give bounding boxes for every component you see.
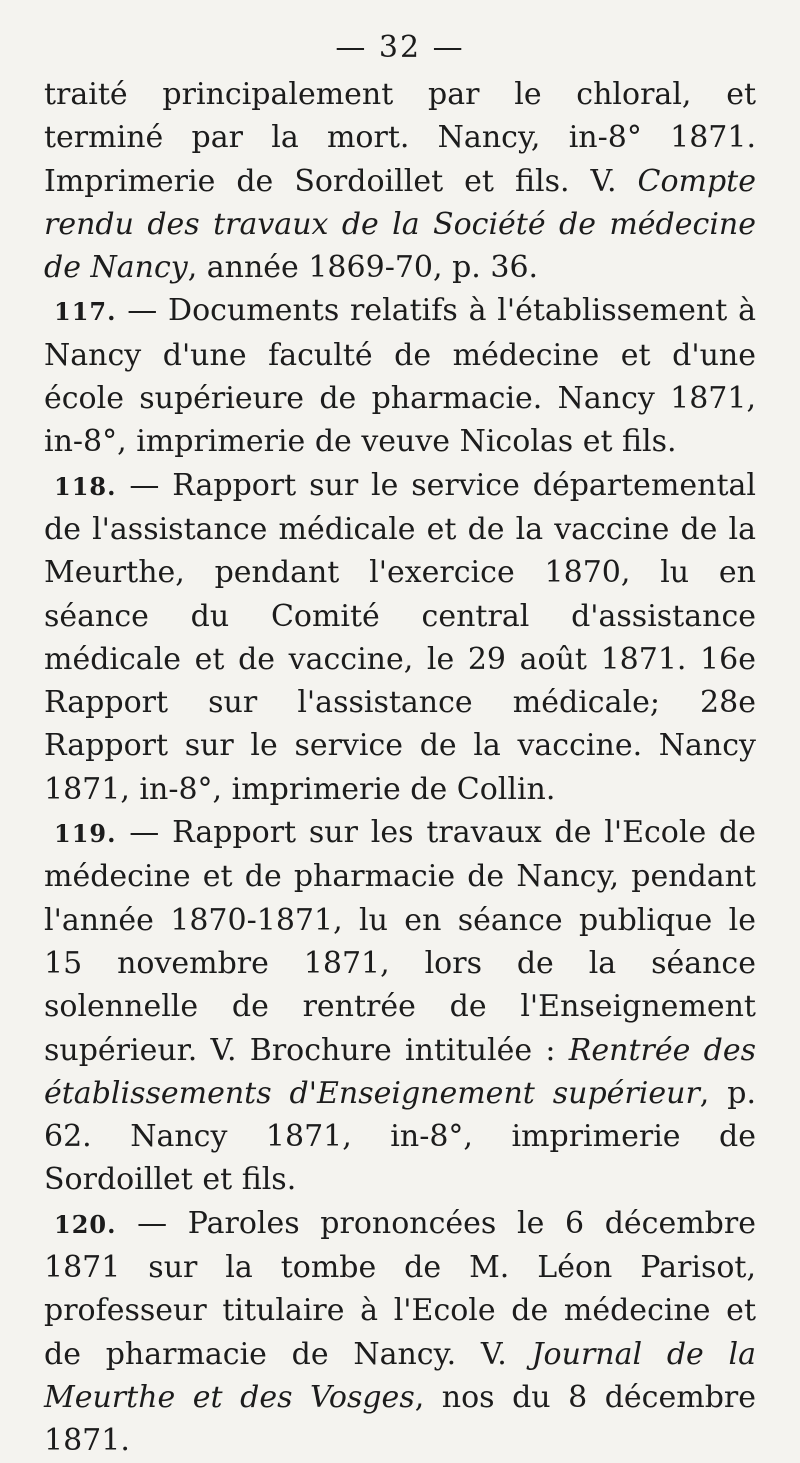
entry-number: 117. xyxy=(54,297,117,327)
page-number: — 32 — xyxy=(335,30,465,65)
text-body xyxy=(44,73,756,1463)
entry-number: 120. xyxy=(54,1209,117,1239)
paragraph-entry-117 xyxy=(44,289,756,463)
text-segment: — Rapport sur le service départemental de l'assistance médicale et de la vaccine de la Meurthe, pendant l'exercice 1870, lu en séance du Comité central d'assistance médicale et de vaccine, le 29 août 1871. 16e Rapport sur l'assistance médicale; 28e Rapport sur le service de la vaccine. Nancy 1871, in-8°, imprimerie de Collin. xyxy=(44,467,756,807)
text-segment: traité principalement par le chloral, et terminé par la mort. Nancy, in-8° 1871. Imprimerie de Sordoillet et fils. V. xyxy=(44,77,756,199)
paragraph-entry-118 xyxy=(44,464,756,811)
paragraph-entry-119 xyxy=(44,811,756,1202)
entry-number: 118. xyxy=(54,471,117,501)
italic-title: Rentrée des établissements d'Enseignement supérieur xyxy=(44,1032,757,1111)
text-segment: , année 1869-70, p. 36. xyxy=(187,250,539,286)
text-segment: — Rapport sur les travaux de l'Ecole de médecine et de pharmacie de Nancy, pendant l'année 1870-1871, lu en séance publique le 15 novembre 1871, lors de la séance solennelle de rentrée de l'Enseignement supérieur. V. Brochure intitulée : xyxy=(44,815,756,1068)
text-segment: — Documents relatifs à l'établissement à Nancy d'une faculté de médecine et d'une école supérieure de pharmacie. Nancy 1871, in-8°, imprimerie de veuve Nicolas et fils. xyxy=(44,293,756,460)
paragraph-continuation xyxy=(44,73,756,289)
text-segment: , nos du 8 décembre 1871. xyxy=(44,1379,756,1459)
italic-title: Journal de la Meurthe et des Vosges xyxy=(44,1336,756,1415)
text-segment: — Paroles prononcées le 6 décembre 1871 sur la tombe de M. Léon Parisot, professeur titulaire à l'Ecole de médecine et de pharmacie de Nancy. V. xyxy=(44,1205,756,1372)
italic-title: Compte rendu des travaux de la Société de médecine de Nancy xyxy=(44,163,756,286)
paragraph-entry-120 xyxy=(44,1202,756,1463)
text-segment: , p. 62. Nancy 1871, in-8°, imprimerie de Sordoillet et fils. xyxy=(44,1075,757,1198)
entry-number: 119. xyxy=(54,819,117,849)
